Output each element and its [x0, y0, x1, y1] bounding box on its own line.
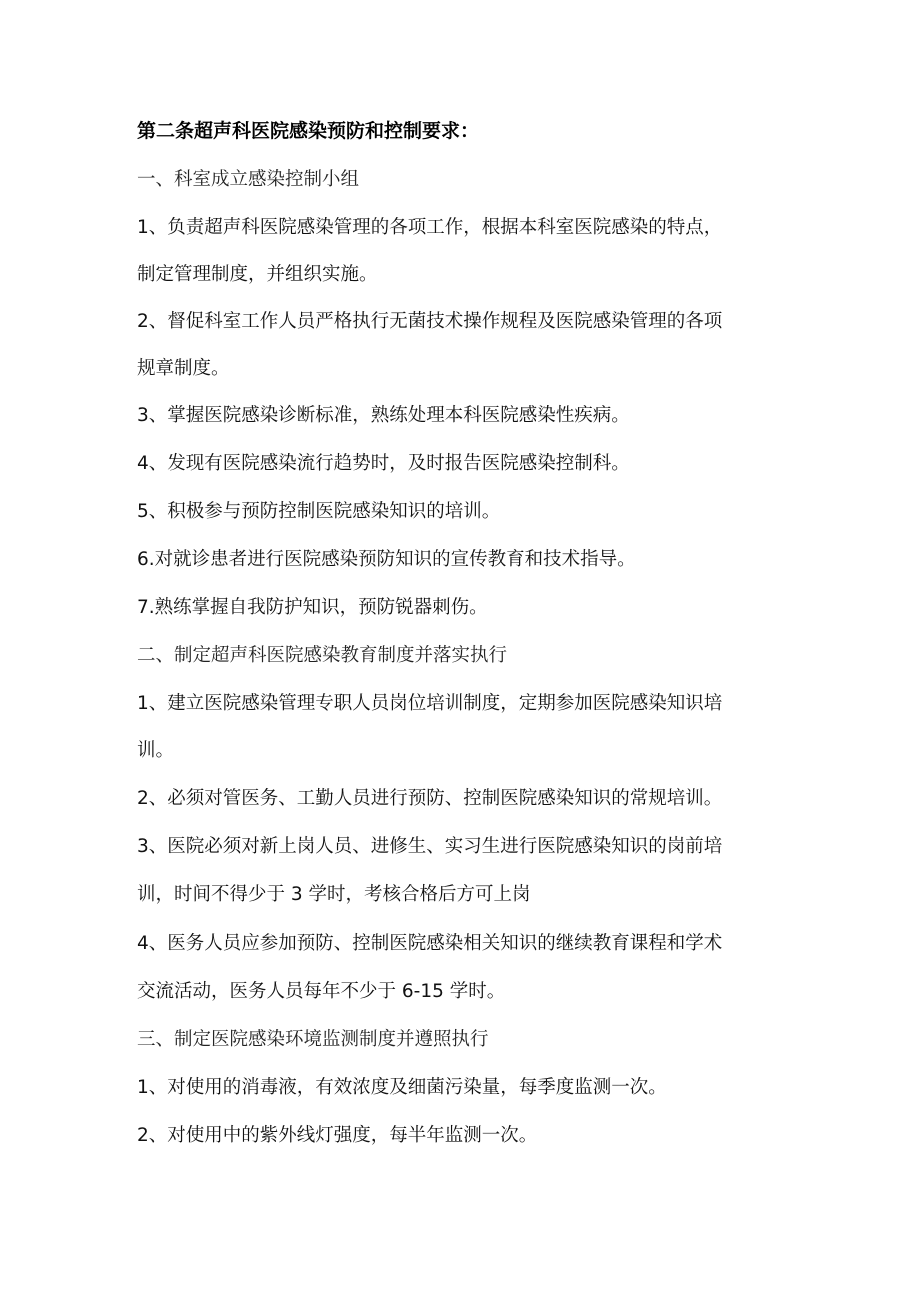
list-item-line: 交流活动，医务人员每年不少于 6-15 学时。: [137, 981, 506, 1002]
section-heading-2: 二、制定超声科医院感染教育制度并落实执行: [137, 645, 508, 666]
list-item-line: 1、负责超声科医院感染管理的各项工作，根据本科室医院感染的特点，: [137, 217, 723, 238]
list-item-line: 制定管理制度，并组织实施。: [137, 264, 378, 285]
document-title: 第二条超声科医院感染预防和控制要求：: [137, 120, 480, 142]
list-item-line: 1、对使用的消毒液，有效浓度及细菌污染量，每季度监测一次。: [137, 1077, 667, 1098]
list-item-line: 训。: [137, 740, 175, 761]
list-item-line: 2、对使用中的紫外线灯强度，每半年监测一次。: [137, 1125, 538, 1146]
list-item-line: 训，时间不得少于 3 学时，考核合格后方可上岗: [137, 884, 531, 905]
list-item-line: 2、必须对管医务、工勤人员进行预防、控制医院感染知识的常规培训。: [137, 788, 723, 809]
list-item-line: 4、医务人员应参加预防、控制医院感染相关知识的继续教育课程和学术: [137, 933, 723, 954]
section-heading-1: 一、科室成立感染控制小组: [137, 169, 360, 190]
list-item-line: 2、督促科室工作人员严格执行无菌技术操作规程及医院感染管理的各项: [137, 311, 723, 332]
list-item-line: 3、掌握医院感染诊断标准，熟练处理本科医院感染性疾病。: [137, 405, 630, 426]
list-item-line: 规章制度。: [137, 358, 230, 379]
list-item-line: 6.对就诊患者进行医院感染预防知识的宣传教育和技术指导。: [137, 549, 636, 570]
section-heading-3: 三、制定医院感染环境监测制度并遵照执行: [137, 1029, 489, 1050]
list-item-line: 4、发现有医院感染流行趋势时，及时报告医院感染控制科。: [137, 453, 630, 474]
list-item-line: 1、建立医院感染管理专职人员岗位培训制度，定期参加医院感染知识培: [137, 693, 723, 714]
list-item-line: 3、医院必须对新上岗人员、进修生、实习生进行医院感染知识的岗前培: [137, 836, 723, 857]
list-item-line: 7.熟练掌握自我防护知识，预防锐器刺伤。: [137, 597, 488, 618]
list-item-line: 5、积极参与预防控制医院感染知识的培训。: [137, 501, 501, 522]
